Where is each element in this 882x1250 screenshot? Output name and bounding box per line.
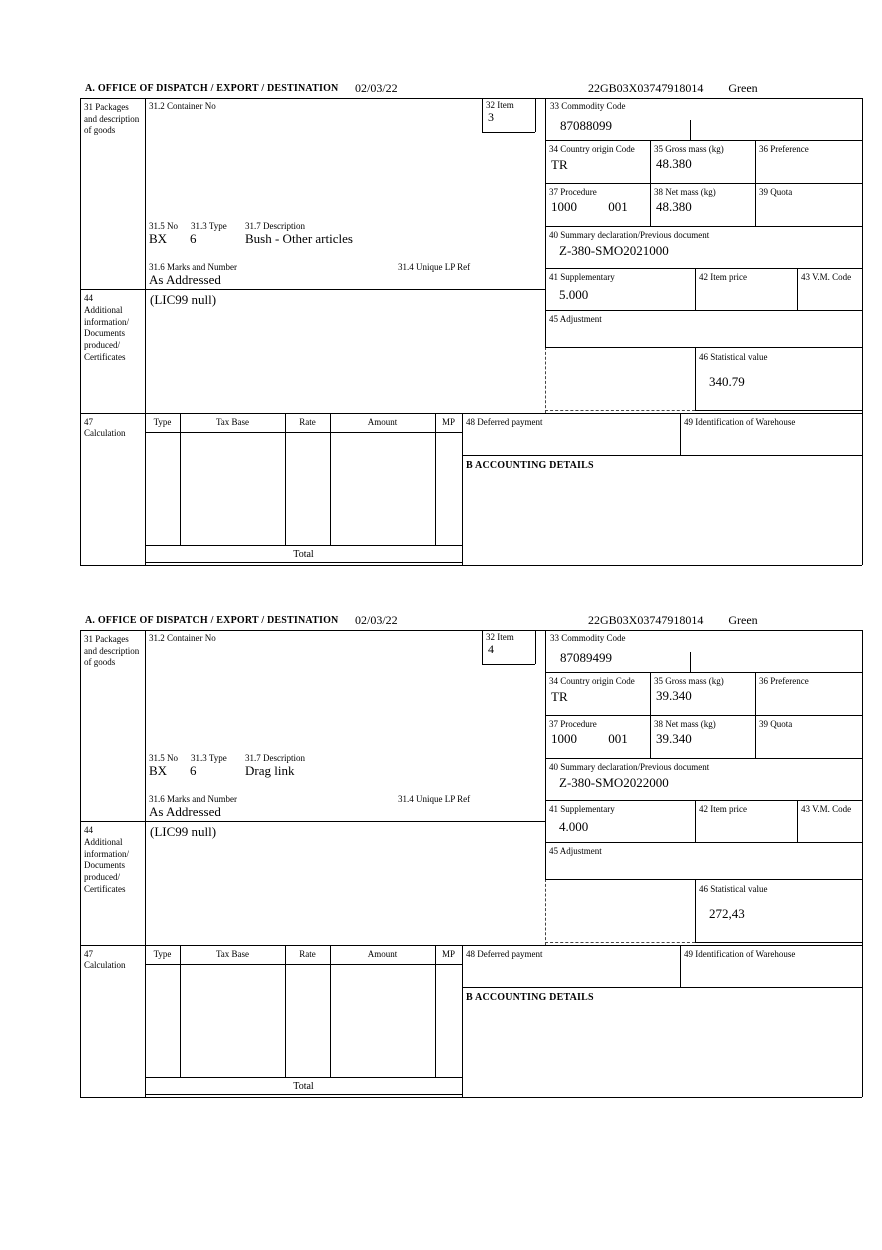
- tax-total-label: Total: [293, 1081, 314, 1092]
- package-type-value: 6: [190, 231, 197, 246]
- divider-line: [535, 98, 536, 132]
- divider-line: [545, 347, 546, 413]
- warehouse-id-label: 49 Identification of Warehouse: [684, 949, 796, 959]
- divider-line: [695, 942, 862, 943]
- dispatch-date: 02/03/22: [355, 81, 398, 95]
- tax-type-header: Type: [153, 417, 172, 427]
- divider-line: [545, 800, 862, 801]
- unique-lp-ref-label: 31.4 Unique LP Ref: [398, 262, 471, 272]
- divider-line: [435, 413, 436, 545]
- box47-number: 47: [84, 417, 93, 427]
- summary-declaration-label: 40 Summary declaration/Previous document: [549, 762, 710, 772]
- container-no-label: 31.2 Container No: [149, 101, 216, 111]
- divider-line: [545, 226, 862, 227]
- procedure-label: 37 Procedure: [549, 187, 597, 197]
- divider-line: [545, 715, 862, 716]
- divider-line: [695, 347, 696, 410]
- accounting-details-label: B ACCOUNTING DETAILS: [466, 992, 594, 1003]
- tax-amount-header: Amount: [367, 417, 398, 427]
- deferred-payment-label: 48 Deferred payment: [466, 417, 543, 427]
- procedure-label: 37 Procedure: [549, 719, 597, 729]
- statistical-value-label: 46 Statistical value: [699, 884, 768, 894]
- summary-declaration-label: 40 Summary declaration/Previous document: [549, 230, 710, 240]
- commodity-code-value: 87089499: [560, 650, 612, 665]
- tax-amount-header: Amount: [367, 949, 398, 959]
- net-mass-label: 38 Net mass (kg): [654, 719, 716, 729]
- procedure-value: [551, 200, 628, 214]
- route-status: Green: [728, 613, 758, 627]
- divider-line: [145, 1094, 462, 1095]
- divider-line: [462, 413, 463, 565]
- procedure-value: [551, 732, 628, 746]
- net-mass-value: 48.380: [656, 199, 692, 214]
- divider-line: [545, 347, 862, 348]
- marks-label: 31.6 Marks and Number: [149, 794, 237, 804]
- gross-mass-value: 48.380: [656, 156, 692, 171]
- office-of-dispatch-label: A. OFFICE OF DISPATCH / EXPORT / DESTINATION: [85, 615, 339, 626]
- declaration-reference: [588, 82, 758, 95]
- package-no-label: 31.5 No: [149, 753, 178, 763]
- goods-description-label: 31.7 Description: [245, 753, 305, 763]
- commodity-code-label: 33 Commodity Code: [550, 101, 626, 111]
- quota-label: 39 Quota: [759, 719, 793, 729]
- divider-line: [545, 879, 862, 880]
- divider-line: [545, 410, 695, 411]
- box44-number: 44: [84, 293, 93, 303]
- divider-line: [80, 945, 862, 946]
- divider-line: [695, 268, 696, 310]
- tax-base-header: Tax Base: [215, 417, 250, 427]
- marks-value: As Addressed: [149, 272, 221, 287]
- divider-line: [535, 630, 536, 664]
- divider-line: [695, 879, 696, 942]
- unique-lp-ref-label: 31.4 Unique LP Ref: [398, 794, 471, 804]
- supplementary-value: 5.000: [559, 287, 589, 302]
- box47-label: Calculation: [84, 428, 126, 438]
- divider-line: [545, 310, 862, 311]
- divider-line: [145, 432, 462, 433]
- adjustment-label: 45 Adjustment: [549, 846, 602, 856]
- package-no-value: BX: [149, 763, 168, 778]
- marks-label: 31.6 Marks and Number: [149, 262, 237, 272]
- divider-line: [80, 821, 545, 822]
- country-origin-label: 34 Country origin Code: [549, 676, 635, 686]
- vm-code-label: 43 V.M. Code: [801, 272, 852, 282]
- goods-description-label: 31.7 Description: [245, 221, 305, 231]
- divider-line: [180, 413, 181, 545]
- tax-mp-header: MP: [441, 417, 455, 427]
- reference-number: 22GB03X03747918014: [588, 81, 704, 95]
- statistical-value: 272,43: [709, 906, 745, 921]
- item-price-label: 42 Item price: [699, 804, 747, 814]
- office-of-dispatch-label: A. OFFICE OF DISPATCH / EXPORT / DESTINATION: [85, 83, 339, 94]
- tax-rate-header: Rate: [299, 417, 316, 427]
- divider-line: [482, 132, 535, 133]
- divider-line: [80, 630, 862, 631]
- divider-line: [145, 630, 146, 1097]
- box44-number: 44: [84, 825, 93, 835]
- divider-line: [545, 842, 862, 843]
- tax-base-header: Tax Base: [215, 949, 250, 959]
- procedure-code: 1000: [551, 199, 577, 214]
- package-type-label: 31.3 Type: [191, 221, 227, 231]
- commodity-code-label: 33 Commodity Code: [550, 633, 626, 643]
- divider-line: [145, 1077, 462, 1078]
- additional-info-value: (LIC99 null): [150, 292, 217, 307]
- gross-mass-label: 35 Gross mass (kg): [654, 676, 724, 686]
- summary-declaration-value: Z-380-SMO2021000: [559, 243, 669, 258]
- procedure-code-2: 001: [608, 731, 628, 746]
- box47-label: Calculation: [84, 960, 126, 970]
- divider-line: [80, 98, 862, 99]
- item-number-label: 32 Item: [486, 632, 514, 642]
- divider-line: [862, 98, 863, 565]
- tax-type-header: Type: [153, 949, 172, 959]
- statistical-value: 340.79: [709, 374, 745, 389]
- divider-line: [145, 562, 462, 563]
- divider-line: [482, 98, 483, 132]
- divider-line: [797, 800, 798, 842]
- item-number-label: 32 Item: [486, 100, 514, 110]
- divider-line: [695, 800, 696, 842]
- procedure-code: 1000: [551, 731, 577, 746]
- adjustment-label: 45 Adjustment: [549, 314, 602, 324]
- accounting-details-label: B ACCOUNTING DETAILS: [466, 460, 594, 471]
- supplementary-label: 41 Supplementary: [549, 272, 615, 282]
- additional-info-value: (LIC99 null): [150, 824, 217, 839]
- supplementary-label: 41 Supplementary: [549, 804, 615, 814]
- item-block-2: [0, 612, 882, 1117]
- divider-line: [462, 987, 862, 988]
- divider-line: [80, 98, 81, 565]
- procedure-code-2: 001: [608, 199, 628, 214]
- divider-line: [80, 565, 862, 566]
- divider-line: [680, 413, 681, 455]
- divider-line: [145, 545, 462, 546]
- tax-rate-header: Rate: [299, 949, 316, 959]
- goods-description-value: Bush - Other articles: [245, 231, 353, 246]
- item-number-value: 4: [488, 642, 494, 656]
- tax-total-label: Total: [293, 549, 314, 560]
- marks-value: As Addressed: [149, 804, 221, 819]
- box44-label: Additional information/ Documents produced/ Certificates: [84, 837, 129, 894]
- divider-line: [695, 410, 862, 411]
- package-no-value: BX: [149, 231, 168, 246]
- divider-line: [545, 140, 862, 141]
- goods-description-value: Drag link: [245, 763, 295, 778]
- package-type-label: 31.3 Type: [191, 753, 227, 763]
- divider-line: [435, 945, 436, 1077]
- net-mass-value: 39.340: [656, 731, 692, 746]
- route-status: Green: [728, 81, 758, 95]
- container-no-label: 31.2 Container No: [149, 633, 216, 643]
- item-number-value: 3: [488, 110, 494, 124]
- divider-line: [462, 455, 862, 456]
- reference-number: 22GB03X03747918014: [588, 613, 704, 627]
- divider-line: [482, 664, 535, 665]
- supplementary-value: 4.000: [559, 819, 589, 834]
- dispatch-date: 02/03/22: [355, 613, 398, 627]
- gross-mass-value: 39.340: [656, 688, 692, 703]
- divider-line: [797, 268, 798, 310]
- commodity-code-value: 87088099: [560, 118, 612, 133]
- country-origin-label: 34 Country origin Code: [549, 144, 635, 154]
- divider-line: [545, 879, 546, 945]
- country-origin-value: TR: [551, 157, 568, 172]
- deferred-payment-label: 48 Deferred payment: [466, 949, 543, 959]
- quota-label: 39 Quota: [759, 187, 793, 197]
- country-origin-value: TR: [551, 689, 568, 704]
- item-price-label: 42 Item price: [699, 272, 747, 282]
- divider-line: [80, 413, 862, 414]
- divider-line: [680, 945, 681, 987]
- divider-line: [545, 672, 862, 673]
- divider-line: [545, 758, 862, 759]
- box31-label: 31 Packages and description of goods: [84, 102, 140, 136]
- divider-line: [545, 268, 862, 269]
- preference-label: 36 Preference: [759, 144, 809, 154]
- divider-line: [690, 120, 691, 140]
- package-no-label: 31.5 No: [149, 221, 178, 231]
- divider-line: [285, 945, 286, 1077]
- preference-label: 36 Preference: [759, 676, 809, 686]
- divider-line: [690, 652, 691, 672]
- divider-line: [80, 630, 81, 1097]
- box47-number: 47: [84, 949, 93, 959]
- divider-line: [330, 413, 331, 545]
- divider-line: [545, 183, 862, 184]
- divider-line: [80, 1097, 862, 1098]
- item-block-1: [0, 80, 882, 585]
- divider-line: [80, 289, 545, 290]
- summary-declaration-value: Z-380-SMO2022000: [559, 775, 669, 790]
- gross-mass-label: 35 Gross mass (kg): [654, 144, 724, 154]
- divider-line: [180, 945, 181, 1077]
- divider-line: [145, 964, 462, 965]
- declaration-reference: [588, 614, 758, 627]
- vm-code-label: 43 V.M. Code: [801, 804, 852, 814]
- divider-line: [330, 945, 331, 1077]
- box31-label: 31 Packages and description of goods: [84, 634, 140, 668]
- package-type-value: 6: [190, 763, 197, 778]
- box44-label: Additional information/ Documents produced/ Certificates: [84, 305, 129, 362]
- tax-mp-header: MP: [441, 949, 455, 959]
- divider-line: [862, 630, 863, 1097]
- warehouse-id-label: 49 Identification of Warehouse: [684, 417, 796, 427]
- divider-line: [545, 942, 695, 943]
- divider-line: [145, 98, 146, 565]
- divider-line: [285, 413, 286, 545]
- net-mass-label: 38 Net mass (kg): [654, 187, 716, 197]
- divider-line: [462, 945, 463, 1097]
- statistical-value-label: 46 Statistical value: [699, 352, 768, 362]
- divider-line: [482, 630, 483, 664]
